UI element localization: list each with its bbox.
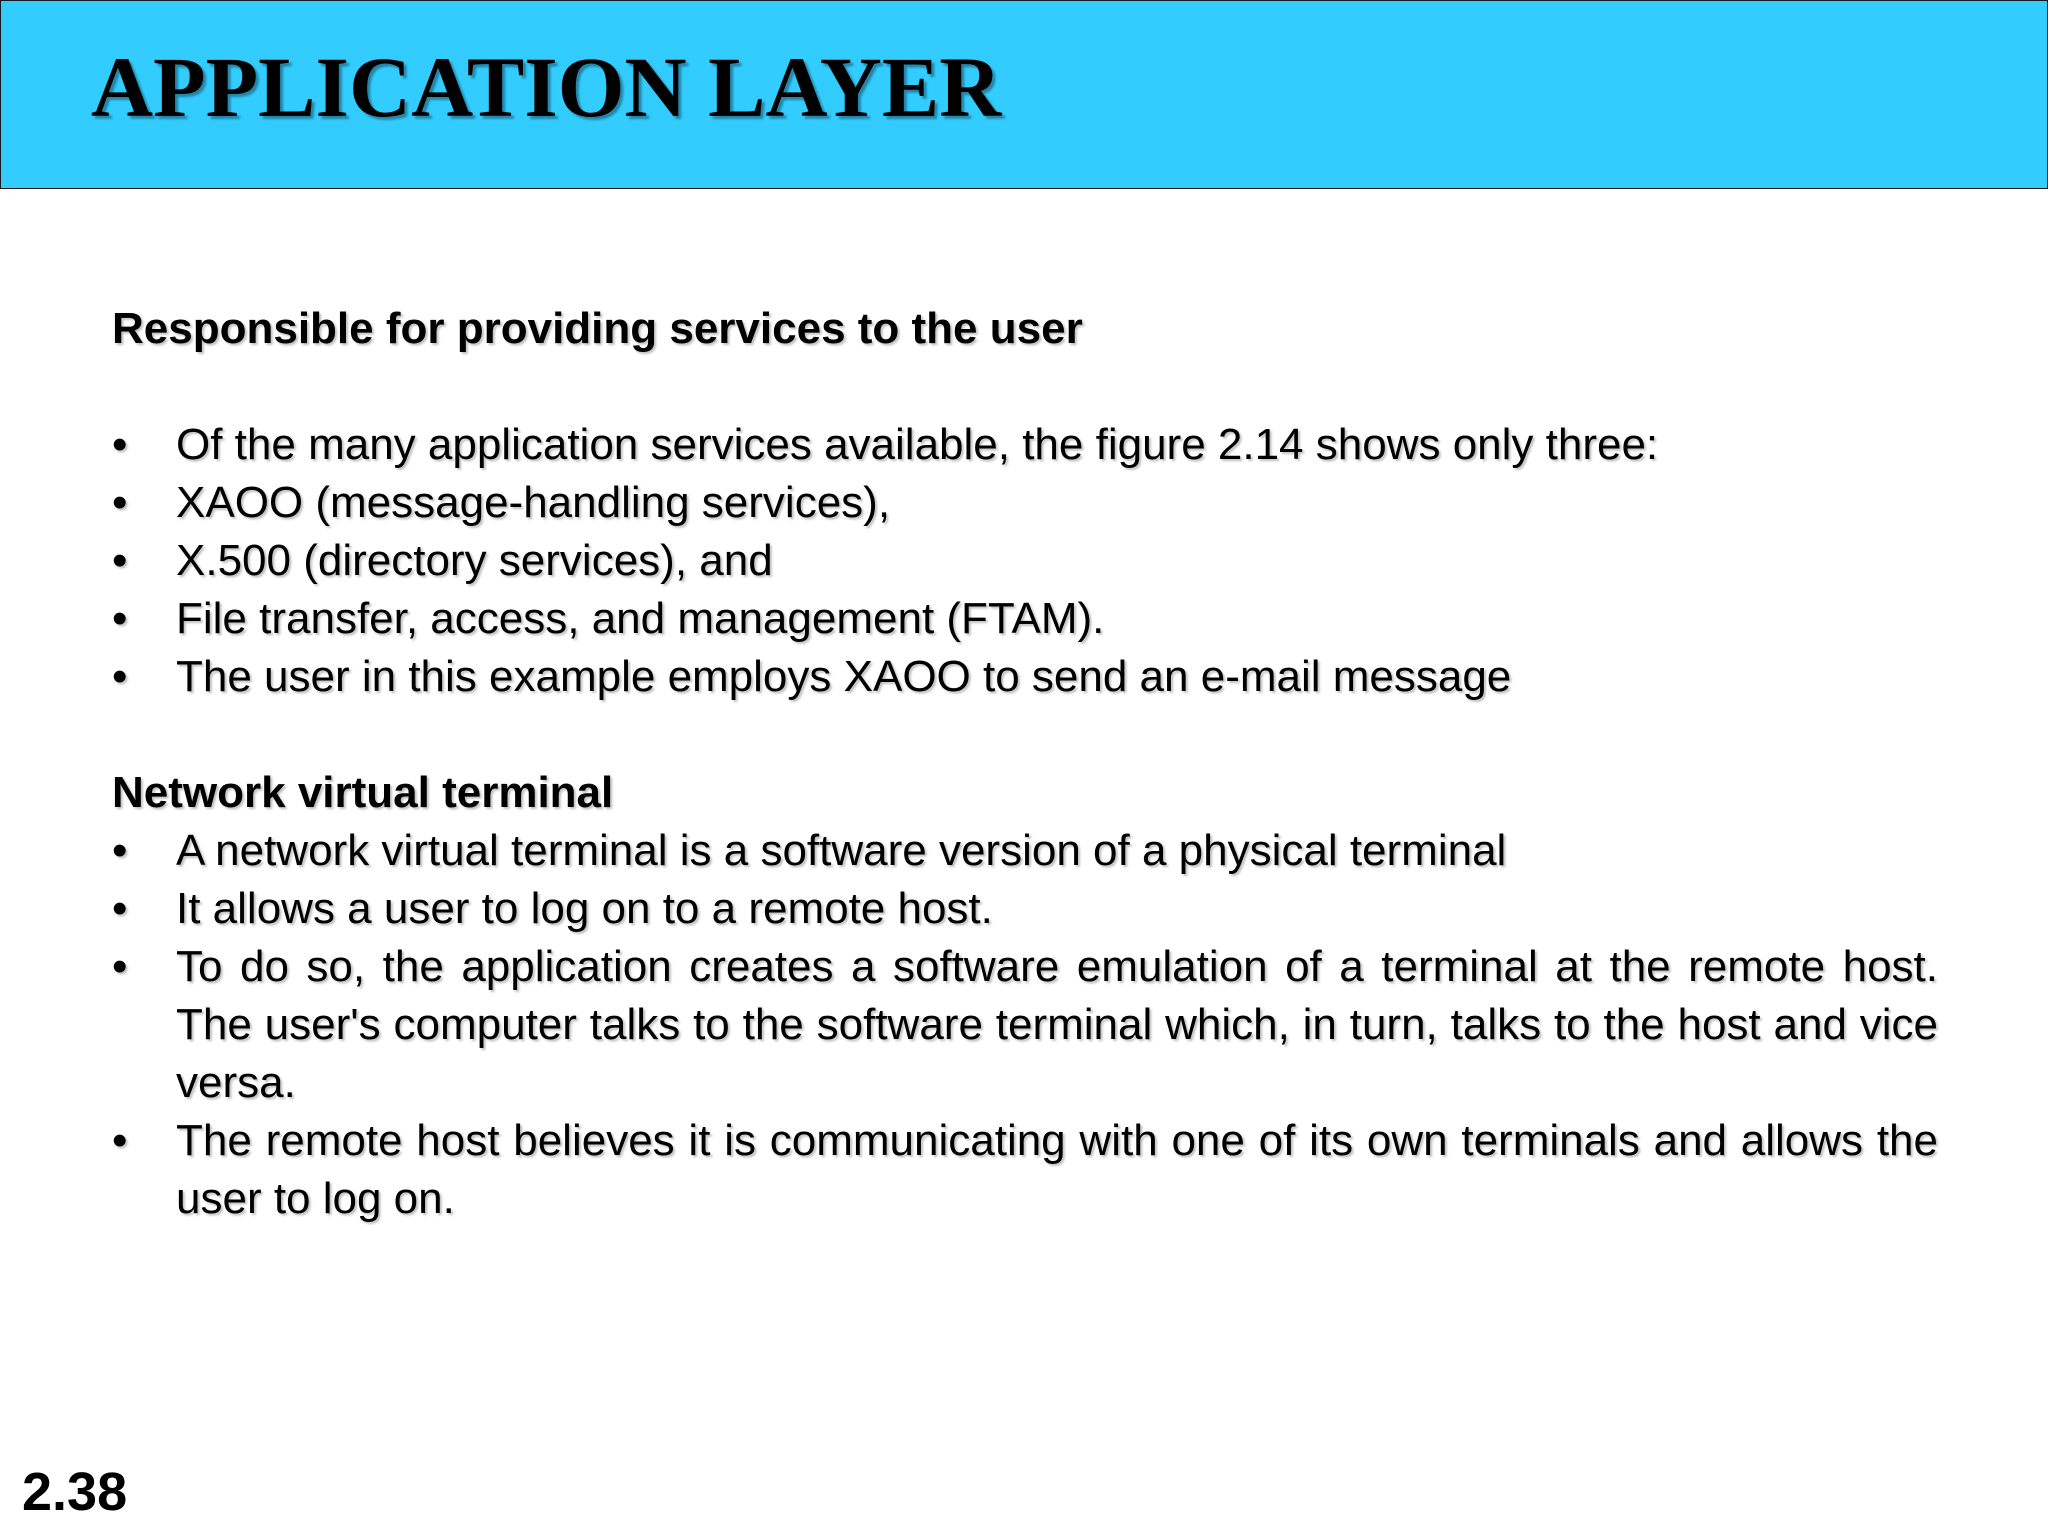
bullet-item <box>112 880 1938 938</box>
spacer <box>112 358 1938 416</box>
bullet-text: X.500 (directory services), and <box>176 536 773 585</box>
bullet-icon: • <box>112 826 128 875</box>
bullet-text: The remote host believes it is communicating with one of its own terminals and allows the user to log on. <box>176 1116 1938 1223</box>
bullet-item <box>112 416 1938 474</box>
slide-content <box>112 300 1938 1228</box>
bullet-icon: • <box>112 594 128 643</box>
bullet-icon: • <box>112 884 128 933</box>
bullet-icon: • <box>112 478 128 527</box>
bullet-item <box>112 590 1938 648</box>
bullet-text: XAOO (message-handling services), <box>176 478 891 527</box>
bullet-icon: • <box>112 652 128 701</box>
bullet-icon: • <box>112 1116 128 1165</box>
section-heading-services: Responsible for providing services to the user <box>112 304 1083 353</box>
bullet-text: A network virtual terminal is a software version of a physical terminal <box>176 826 1507 875</box>
bullet-text: The user in this example employs XAOO to send an e-mail message <box>176 652 1512 701</box>
bullet-icon: • <box>112 942 128 991</box>
bullet-item <box>112 938 1938 1112</box>
bullet-item <box>112 1112 1938 1228</box>
bullet-item <box>112 822 1938 880</box>
slide-title: APPLICATION LAYER <box>91 39 1002 135</box>
spacer <box>112 706 1938 764</box>
bullet-item <box>112 648 1938 706</box>
slide-number: 2.38 <box>22 1462 128 1522</box>
title-bar <box>0 0 2048 189</box>
bullet-text: To do so, the application creates a software emulation of a terminal at the remote host. The user's computer talks to the software terminal which, in turn, talks to the host and vice versa. <box>176 942 1938 1107</box>
nvt-bullet-list <box>112 822 1938 1228</box>
bullet-icon: • <box>112 536 128 585</box>
bullet-text: Of the many application services available, the figure 2.14 shows only three: <box>176 420 1659 469</box>
bullet-text: It allows a user to log on to a remote host. <box>176 884 993 933</box>
bullet-item <box>112 474 1938 532</box>
bullet-text: File transfer, access, and management (FTAM). <box>176 594 1105 643</box>
services-bullet-list <box>112 416 1938 706</box>
bullet-icon: • <box>112 420 128 469</box>
section-heading-nvt: Network virtual terminal <box>112 768 614 817</box>
bullet-item <box>112 532 1938 590</box>
